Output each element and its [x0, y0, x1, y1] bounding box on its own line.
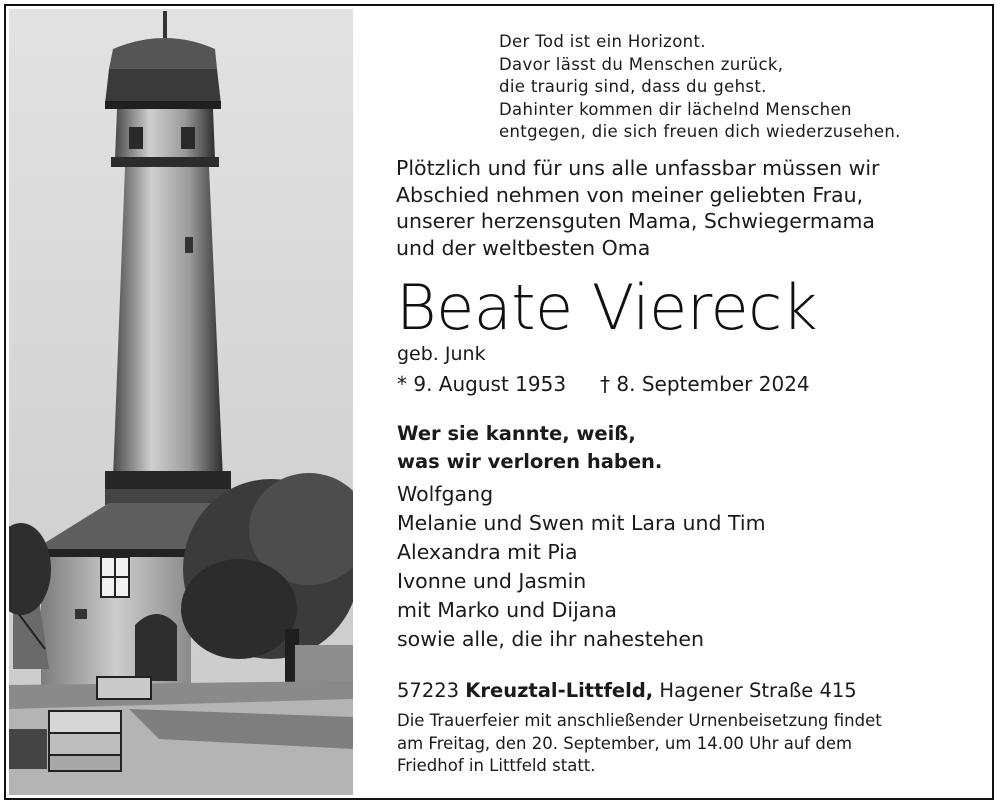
quote-line: was wir verloren haben. — [397, 450, 663, 473]
mourner: Wolfgang — [397, 482, 494, 506]
birth-date: * 9. August 1953 — [397, 372, 567, 396]
mourner: Ivonne und Jasmin — [397, 569, 587, 593]
mourner: Alexandra mit Pia — [397, 540, 578, 564]
mourner: sowie alle, die ihr nahestehen — [397, 627, 704, 651]
mourner: Melanie und Swen mit Lara und Tim — [397, 511, 766, 535]
poem-line: Der Tod ist ein Horizont. — [499, 32, 706, 51]
quote-line: Wer sie kannte, weiß, — [397, 422, 636, 445]
intro-line: Abschied nehmen von meiner geliebten Frau, — [396, 182, 864, 207]
poem-line: entgegen, die sich freuen dich wiederzusehen. — [499, 122, 901, 142]
notice-line: am Freitag, den 20. September, um 14.00 Uhr auf dem — [397, 733, 853, 753]
life-dates — [397, 371, 810, 397]
intro-text — [396, 155, 879, 261]
intro-line: und der weltbesten Oma — [396, 235, 651, 260]
poem-line: Davor lässt du Menschen zurück, — [499, 54, 784, 74]
lighthouse-photo — [9, 9, 353, 795]
death-date: † 8. September 2024 — [600, 372, 810, 396]
address — [397, 678, 857, 704]
postal-code: 57223 — [397, 679, 460, 702]
mourner: mit Marko und Dijana — [397, 598, 617, 622]
funeral-notice — [397, 710, 882, 778]
notice-line: Die Trauerfeier mit anschließender Urnenbeisetzung findet — [397, 711, 882, 730]
street: Hagener Straße 415 — [659, 679, 857, 702]
notice-line: Friedhof in Littfeld statt. — [397, 756, 596, 775]
poem-line: Dahinter kommen dir lächelnd Menschen — [499, 99, 852, 119]
birth-name: geb. Junk — [397, 343, 486, 365]
intro-line: Plötzlich und für uns alle unfassbar müssen wir — [396, 156, 880, 180]
poem-line: die traurig sind, dass du gehst. — [499, 77, 767, 97]
deceased-name: Beate Viereck — [396, 271, 818, 344]
mourners-list — [397, 480, 766, 654]
intro-line: unserer herzensguten Mama, Schwiegermama — [396, 209, 875, 233]
poem — [499, 31, 901, 144]
city: Kreuztal-Littfeld, — [465, 679, 654, 702]
quote — [397, 420, 662, 476]
